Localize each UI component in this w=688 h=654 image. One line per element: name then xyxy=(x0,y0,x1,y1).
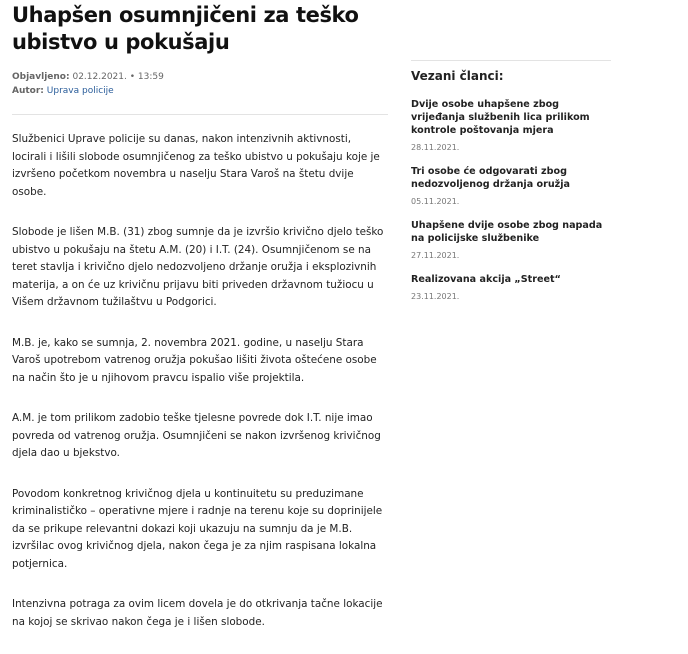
article-paragraph: Intenzivna potraga za ovim licem dovela je do otkrivanja tačne lokacije na kojoj se skrivao nakon čega je i lišen slobode. xyxy=(12,598,383,628)
related-item-date: 05.11.2021. xyxy=(411,197,460,206)
article-body xyxy=(12,131,388,631)
article-paragraph: A.M. je tom prilikom zadobio teške tjelesne povrede dok I.T. nije imao povreda od vatrenog oružja. Osumnjičeni se nakon izvršenog krivičnog djela dao u bjekstvo. xyxy=(12,412,381,459)
article-title: Uhapšen osumnjičeni za teško ubistvo u pokušaju xyxy=(12,3,359,54)
published-label: Objavljeno: xyxy=(12,72,70,82)
author-line xyxy=(12,84,388,98)
related-item[interactable] xyxy=(411,165,611,207)
sidebar-title: Vezani članci: xyxy=(411,69,504,83)
article-meta xyxy=(12,70,388,98)
author-link[interactable]: Uprava policije xyxy=(46,86,114,96)
author-label: Autor: xyxy=(12,86,44,96)
related-list xyxy=(411,98,611,302)
article-paragraph: Službenici Uprave policije su danas, nakon intenzivnih aktivnosti, locirali i lišili slobode osumnjičenog za teško ubistvo u pokušaju koje je izvršeno početkom novembra u naselju Stara Varoš na štetu dvije osobe. xyxy=(12,133,380,198)
related-articles-sidebar xyxy=(411,60,611,314)
related-item-title[interactable]: Tri osobe će odgovarati zbog nedozvoljenog držanja oružja xyxy=(411,166,571,190)
article-paragraph: M.B. je, kako se sumnja, 2. novembra 2021. godine, u naselju Stara Varoš upotrebom vatrenog oružja pokušao lišiti života oštećene osobe na način što je u njihovom pravcu ispalio više projektila. xyxy=(12,336,377,384)
related-item-date: 27.11.2021. xyxy=(411,251,460,260)
related-item-title[interactable]: Uhapšene dvije osobe zbog napada na policijske službenike xyxy=(411,220,603,244)
article-divider xyxy=(12,114,388,115)
article-paragraph: Slobode je lišen M.B. (31) zbog sumnje da je izvršio krivično djelo teško ubistvo u pokušaju na štetu A.M. (20) i I.T. (24). Osumnjičenom se na teret stavlja i krivično djelo nedozvoljeno držanje oružja i eksplozivnih materija, a on će uz krivičnu prijavu biti priveden državnom tužiocu u Višem državnom tužilaštvu u Podgorici. xyxy=(12,226,384,308)
published-line xyxy=(12,70,388,84)
related-item[interactable] xyxy=(411,273,611,302)
related-item-title[interactable]: Dvije osobe uhapšene zbog vrijeđanja službenih lica prilikom kontrole poštovanja mjera xyxy=(411,99,590,136)
article-paragraph: Povodom konkretnog krivičnog djela u kontinuitetu su preduzimane kriminalističko – operativne mjere i radnje na terenu koje su doprinijele da se prikupe relevantni dokazi koji ukazuju na sumnju da je M.B. izvršilac ovog krivičnog djela, nakon čega je za njim raspisana lokalna potjernica. xyxy=(12,487,383,570)
article-main xyxy=(12,0,388,654)
related-item[interactable] xyxy=(411,219,611,261)
related-item-title[interactable]: Realizovana akcija „Street“ xyxy=(411,274,561,285)
related-item-date: 23.11.2021. xyxy=(411,292,460,301)
sidebar-divider xyxy=(411,60,611,61)
published-value: 02.12.2021. • 13:59 xyxy=(72,72,164,82)
related-item[interactable] xyxy=(411,98,611,153)
related-item-date: 28.11.2021. xyxy=(411,143,460,152)
